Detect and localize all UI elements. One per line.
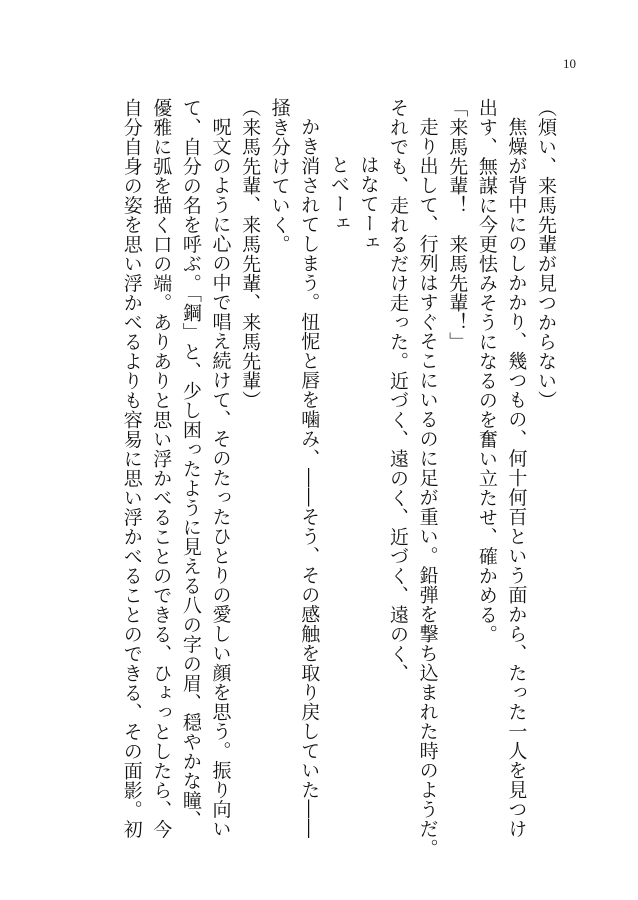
text-line: はなてーェ xyxy=(357,155,380,253)
text-line: 呪文のように心の中で唱え続けて、そのたったひとりの愛しい顔を思う。振り向い xyxy=(209,117,232,839)
page-number: 10 xyxy=(563,56,576,71)
text-line: （煩い、来馬先輩が見つからない） xyxy=(535,98,557,410)
text-line: かき消されてしまう。忸怩と唇を噛み、――そう、その感触を取り戻していた―― xyxy=(298,117,321,839)
text-line: （来馬先輩、来馬先輩、来馬先輩） xyxy=(239,98,262,410)
vertical-text-block xyxy=(116,98,560,878)
text-line: て、自分の名を呼ぶ。「鋼」と、少し困ったように見える八の字の眉、穏やかな瞳、 xyxy=(179,98,202,830)
text-line: 優雅に弧を描く口の端。ありありと思い浮かべることのできる、ひょっとしたら、今 xyxy=(150,98,173,839)
text-line: 出す、無謀に今更怯みそうになるのを奮い立たせ、確かめる。 xyxy=(475,98,498,644)
text-line: 走り出して、行列はすぐそこにいるのに足が重い。鉛弾を撃ち込まれた時のようだ。 xyxy=(416,117,439,858)
text-line: とべーェ xyxy=(327,155,350,233)
text-line: 「来馬先輩！ 来馬先輩！」 xyxy=(446,98,469,352)
text-line: 掻き分けていく。 xyxy=(268,98,291,254)
text-line: 焦燥が背中にのしかかり、幾つもの、何十何百という面から、たった一人を見つけ xyxy=(505,117,528,839)
text-line: それでも、走れるだけ走った。近づく、遠のく、近づく、遠のく、 xyxy=(387,98,410,683)
text-line: 自分自身の姿を思い浮かべるよりも容易に思い浮かべることのできる、その面影。初 xyxy=(120,98,143,839)
